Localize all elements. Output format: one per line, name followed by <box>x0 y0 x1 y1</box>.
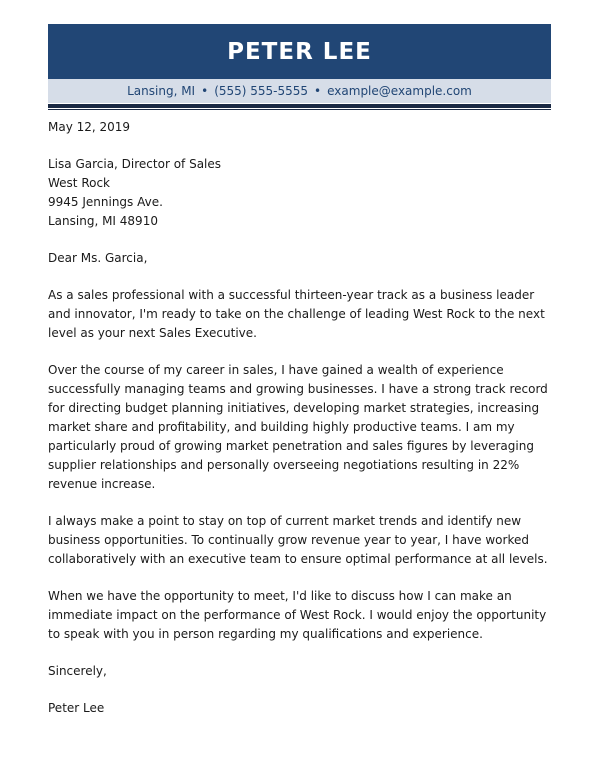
bullet-separator-icon: • <box>314 84 322 98</box>
contact-info-bar <box>48 79 551 103</box>
header-rule-thin <box>48 109 551 110</box>
contact-email: example@example.com <box>327 84 472 98</box>
recipient-city: Lansing, MI 48910 <box>48 214 158 228</box>
letter-body <box>48 118 553 718</box>
salutation: Dear Ms. Garcia, <box>48 251 148 265</box>
closing: Sincerely, <box>48 664 107 678</box>
recipient-street: 9945 Jennings Ave. <box>48 195 163 209</box>
paragraph-trends: I always make a point to stay on top of current market trends and identify new business opportunities. To continually grow revenue year to year, I have worked collaboratively with an executive team to ensure optimal performance at all levels. <box>48 514 548 566</box>
paragraph-closing: When we have the opportunity to meet, I'd like to discuss how I can make an immediate impact on the performance of West Rock. I would enjoy the opportunity to speak with you in person regarding my qualifications and experience. <box>48 589 547 641</box>
letter-date: May 12, 2019 <box>48 120 131 134</box>
signature: Peter Lee <box>48 701 105 715</box>
recipient-name-title: Lisa Garcia, Director of Sales <box>48 157 222 171</box>
paragraph-experience: Over the course of my career in sales, I have gained a wealth of experience successfully managing teams and growing businesses. I have a strong track record for directing budget planning initiatives, developing market strategies, increasing market share and profitability, and building highly productive teams. I am my particularly proud of growing market penetration and sales figures by leveraging supplier relationships and personally overseeing negotiations resulting in 22% revenue increase. <box>48 363 548 491</box>
recipient-company: West Rock <box>48 176 111 190</box>
header-rule-thick <box>48 104 551 108</box>
contact-location: Lansing, MI <box>127 84 196 98</box>
contact-phone: (555) 555-5555 <box>214 84 309 98</box>
recipient-block <box>48 155 553 231</box>
paragraph-intro: As a sales professional with a successful thirteen-year track as a business leader and innovator, I'm ready to take on the challenge of leading West Rock to the next level as your next Sales Executive. <box>48 288 545 340</box>
applicant-name: PETER LEE <box>227 38 372 65</box>
header-band <box>48 24 551 79</box>
bullet-separator-icon: • <box>201 84 209 98</box>
